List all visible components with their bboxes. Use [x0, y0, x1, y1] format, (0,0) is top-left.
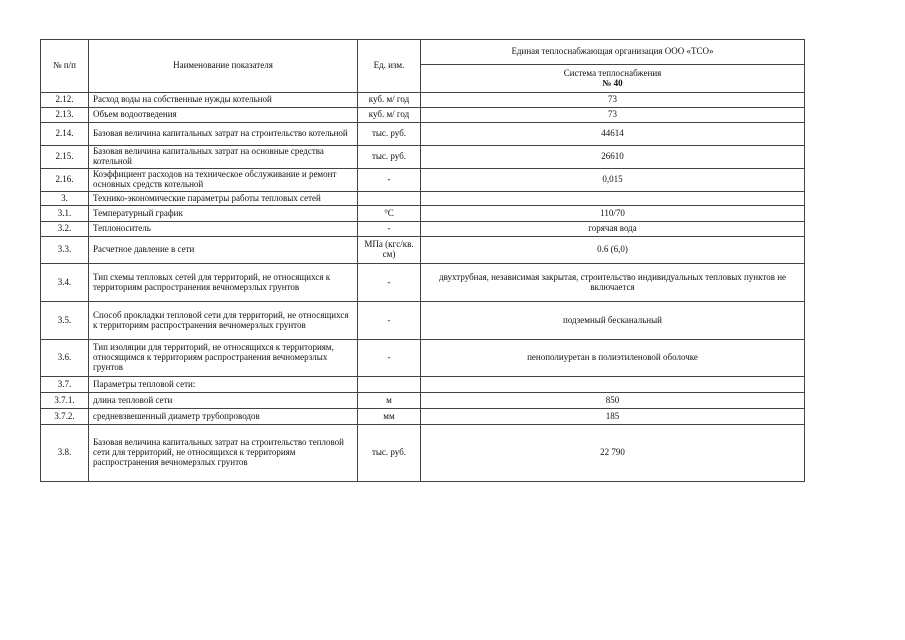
row-number: 2.14. — [41, 123, 89, 146]
header-system-label: Система теплоснабжения — [563, 67, 662, 78]
row-number: 3.7. — [41, 377, 89, 393]
table-row — [41, 302, 805, 340]
row-number: 3.7.2. — [41, 409, 89, 425]
row-value: 26610 — [421, 146, 805, 169]
row-value: горячая вода — [421, 222, 805, 237]
row-indicator-name: Базовая величина капитальных затрат на основные средства котельной — [89, 146, 358, 169]
row-value: подземный бесканальный — [421, 302, 805, 340]
row-number: 2.15. — [41, 146, 89, 169]
row-unit: тыс. руб. — [358, 123, 421, 146]
table-row — [41, 393, 805, 409]
row-value: пенополиуретан в полиэтиленовой оболочке — [421, 340, 805, 377]
row-number: 2.13. — [41, 108, 89, 123]
row-unit: куб. м/ год — [358, 93, 421, 108]
row-indicator-name: Расход воды на собственные нужды котельной — [89, 93, 358, 108]
row-value: 0.6 (6,0) — [421, 237, 805, 264]
row-unit: - — [358, 169, 421, 192]
row-unit: - — [358, 302, 421, 340]
row-number: 3.3. — [41, 237, 89, 264]
row-indicator-name: Теплоноситель — [89, 222, 358, 237]
table-body — [41, 40, 805, 482]
row-value: 0,015 — [421, 169, 805, 192]
row-number: 3. — [41, 192, 89, 206]
row-indicator-name: Коэффициент расходов на техническое обслуживание и ремонт основных средств котельной — [89, 169, 358, 192]
row-unit — [358, 377, 421, 393]
row-indicator-name: Температурный график — [89, 206, 358, 222]
row-value: 850 — [421, 393, 805, 409]
row-indicator-name: Способ прокладки тепловой сети для территорий, не относящихся к территориям распространения вечномерзлых грунтов — [89, 302, 358, 340]
row-unit: - — [358, 264, 421, 302]
row-unit: - — [358, 340, 421, 377]
row-indicator-name: Расчетное давление в сети — [89, 237, 358, 264]
table-row — [41, 222, 805, 237]
table-row — [41, 340, 805, 377]
row-value: 44614 — [421, 123, 805, 146]
table-row — [41, 108, 805, 123]
row-number: 2.12. — [41, 93, 89, 108]
row-value — [421, 377, 805, 393]
header-name: Наименование показателя — [89, 40, 358, 93]
row-indicator-name: Объем водоотведения — [89, 108, 358, 123]
row-value: 73 — [421, 93, 805, 108]
table-row — [41, 123, 805, 146]
table-row — [41, 146, 805, 169]
header-row-1 — [41, 40, 805, 65]
row-unit: куб. м/ год — [358, 108, 421, 123]
header-system — [421, 65, 805, 93]
row-unit: - — [358, 222, 421, 237]
table-row — [41, 206, 805, 222]
row-unit: мм — [358, 409, 421, 425]
row-number: 3.2. — [41, 222, 89, 237]
row-number: 3.8. — [41, 425, 89, 482]
row-indicator-name: Тип изоляции для территорий, не относящихся к территориям, относящимся к территориям распространения вечномерзлых грунтов — [89, 340, 358, 377]
row-unit — [358, 192, 421, 206]
row-indicator-name: длина тепловой сети — [89, 393, 358, 409]
row-number: 2.16. — [41, 169, 89, 192]
table-row — [41, 377, 805, 393]
indicators-table — [40, 39, 805, 482]
header-system-number: № 40 — [602, 77, 623, 88]
row-unit: м — [358, 393, 421, 409]
table-row — [41, 264, 805, 302]
header-org: Единая теплоснабжающая организация ООО «ТСО» — [421, 40, 805, 65]
row-indicator-name: Базовая величина капитальных затрат на строительство тепловой сети для территорий, не относящихся к территориям распространения вечномерзлых грунтов — [89, 425, 358, 482]
row-unit: °С — [358, 206, 421, 222]
row-value: двухтрубная, независимая закрытая, строительство индивидуальных тепловых пунктов не включается — [421, 264, 805, 302]
header-num: № п/п — [41, 40, 89, 93]
table-row — [41, 409, 805, 425]
table-row — [41, 237, 805, 264]
row-indicator-name: Базовая величина капитальных затрат на строительство котельной — [89, 123, 358, 146]
row-number: 3.1. — [41, 206, 89, 222]
table-row — [41, 425, 805, 482]
row-number: 3.7.1. — [41, 393, 89, 409]
header-unit: Ед. изм. — [358, 40, 421, 93]
row-indicator-name: Тип схемы тепловых сетей для территорий, не относящихся к территориям распространения вечномерзлых грунтов — [89, 264, 358, 302]
table-row — [41, 93, 805, 108]
row-indicator-name: средневзвешенный диаметр трубопроводов — [89, 409, 358, 425]
row-value: 22 790 — [421, 425, 805, 482]
row-unit: тыс. руб. — [358, 146, 421, 169]
row-number: 3.6. — [41, 340, 89, 377]
row-value: 110/70 — [421, 206, 805, 222]
row-number: 3.4. — [41, 264, 89, 302]
row-unit: тыс. руб. — [358, 425, 421, 482]
row-value: 185 — [421, 409, 805, 425]
row-value — [421, 192, 805, 206]
table-row — [41, 169, 805, 192]
row-unit: МПа (кгс/кв. см) — [358, 237, 421, 264]
row-indicator-name: Технико-экономические параметры работы тепловых сетей — [89, 192, 358, 206]
row-number: 3.5. — [41, 302, 89, 340]
row-indicator-name: Параметры тепловой сети: — [89, 377, 358, 393]
row-value: 73 — [421, 108, 805, 123]
table-row — [41, 192, 805, 206]
